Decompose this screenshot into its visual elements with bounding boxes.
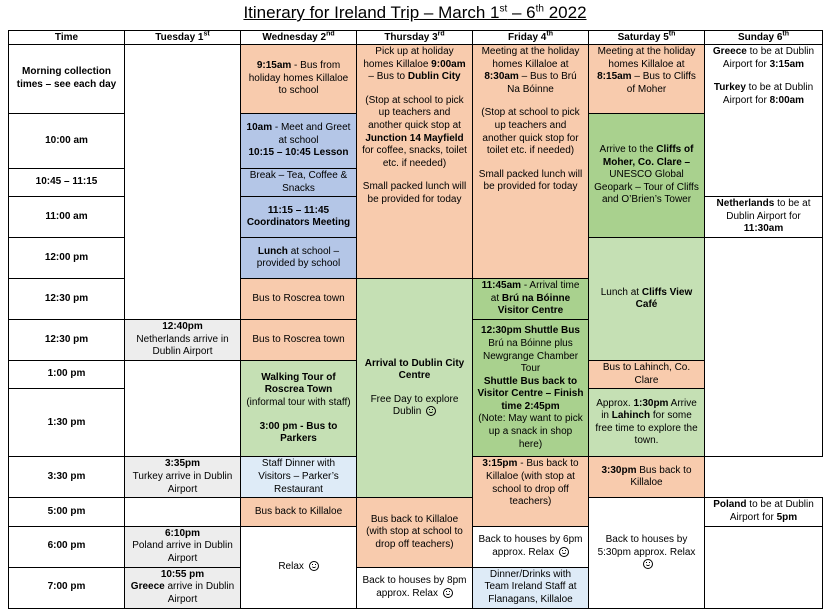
time-1530: 3:30 pm — [9, 457, 125, 498]
smiley-icon — [443, 588, 453, 598]
time-1200: 12:00 pm — [9, 238, 125, 279]
header-sunday: Sunday 6th — [705, 31, 823, 45]
tue-netherlands-arrival: 12:40pm Netherlands arrive in Dublin Airport — [125, 320, 241, 361]
thu-dublin-city-centre: Arrival to Dublin City Centre Free Day to explore Dublin — [357, 279, 473, 498]
page-title: Itinerary for Ireland Trip – March 1st – 6th 2022 — [243, 3, 587, 22]
header-friday: Friday 4th — [473, 31, 589, 45]
wed-relax: Relax — [241, 526, 357, 608]
time-1045: 10:45 – 11:15 — [9, 169, 125, 197]
time-morning: Morning collection times – see each day — [9, 45, 125, 114]
wed-coordinators-meeting: 11:15 – 11:45 Coordinators Meeting — [241, 197, 357, 238]
sat-bus-lahinch: Bus to Lahinch, Co. Clare — [589, 361, 705, 389]
header-tuesday: Tuesday 1st — [125, 31, 241, 45]
wed-bus-roscrea-town: Bus to Roscrea town — [241, 320, 357, 361]
header-thursday: Thursday 3rd — [357, 31, 473, 45]
fri-dinner-flanagans: Dinner/Drinks with Team Ireland Staff at Flanagans, Killaloe — [473, 567, 589, 608]
tue-poland-arrival: 6:10pm Poland arrive in Dublin Airport — [125, 526, 241, 567]
time-1230-b: 12:30 pm — [9, 320, 125, 361]
fri-back-to-houses: Back to houses by 6pm approx. Relax — [473, 526, 589, 567]
time-1330: 1:30 pm — [9, 389, 125, 457]
wed-bus-to-school: 9:15am - Bus from holiday homes Killaloe to school — [241, 45, 357, 114]
fri-bus-back-killaloe: 3:15pm - Bus back to Killaloe (with stop at school to drop off teachers) — [473, 457, 589, 526]
header-saturday: Saturday 5th — [589, 31, 705, 45]
time-1000: 10:00 am — [9, 114, 125, 169]
thu-bus-back-killaloe: Bus back to Killaloe (with stop at school to drop off teachers) — [357, 498, 473, 567]
tuesday-empty-afternoon — [125, 361, 241, 457]
sat-lunch-cliffs-view: Lunch at Cliffs View Café — [589, 238, 705, 361]
fri-meeting-bru-na-boinne: Meeting at the holiday homes Killaloe at 8:30am – Bus to Brú Na Bóinne (Stop at school to pick up teachers and another quick stop for toilet etc. if needed) Small packed lunch will be provided for today — [473, 45, 589, 279]
sat-arrive-lahinch: Approx. 1:30pm Arrive in Lahinch for some free time to explore the town. — [589, 389, 705, 457]
time-1700: 5:00 pm — [9, 498, 125, 526]
wed-bus-roscrea: Bus to Roscrea town — [241, 279, 357, 320]
wed-lunch-school: Lunch at school – provided by school — [241, 238, 357, 279]
tuesday-empty-morning — [125, 45, 241, 320]
header-wednesday: Wednesday 2nd — [241, 31, 357, 45]
sat-bus-back-killaloe: 3:30pm Bus back to Killaloe — [589, 457, 705, 498]
wed-walking-tour: Walking Tour of Roscrea Town (informal tour with staff) 3:00 pm - Bus to Parkers — [241, 361, 357, 457]
sun-poland-departure: Poland to be at Dublin Airport for 5pm — [705, 498, 823, 526]
sat-cliffs-of-moher: Arrive to the Cliffs of Moher, Co. Clare – UNESCO Global Geopark – Tour of Cliffs and O’Brien’s Tower — [589, 114, 705, 238]
time-1230: 12:30 pm — [9, 279, 125, 320]
sat-meeting-cliffs: Meeting at the holiday homes Killaloe at 8:15am – Bus to Cliffs of Moher — [589, 45, 705, 114]
time-1300: 1:00 pm — [9, 361, 125, 389]
sun-empty-midday — [705, 238, 823, 457]
time-1900: 7:00 pm — [9, 567, 125, 608]
wed-meet-greet-lesson: 10am - Meet and Greet at school 10:15 – 10:45 Lesson — [241, 114, 357, 169]
row-1700 — [9, 498, 823, 526]
fri-shuttle-newgrange: 12:30pm Shuttle Bus Brú na Bóinne plus Newgrange Chamber Tour Shuttle Bus back to Visitor Centre – Finish time 2:45pm (Note: May want to pick up a snack in shop here) — [473, 320, 589, 457]
smiley-icon — [309, 561, 319, 571]
sun-empty-evening — [705, 526, 823, 608]
wed-staff-dinner: Staff Dinner with Visitors – Parker’s Restaurant — [241, 457, 357, 498]
smiley-icon — [559, 547, 569, 557]
itinerary-table — [8, 30, 823, 609]
smiley-icon — [426, 406, 436, 416]
time-1100: 11:00 am — [9, 197, 125, 238]
header-time: Time — [9, 31, 125, 45]
header-row — [9, 31, 823, 45]
row-morning — [9, 45, 823, 114]
sun-greece-turkey-departure: Greece to be at Dublin Airport for 3:15am Turkey to be at Dublin Airport for 8:00am — [705, 45, 823, 197]
tue-turkey-arrival: 3:35pm Turkey arrive in Dublin Airport — [125, 457, 241, 498]
wed-break: Break – Tea, Coffee & Snacks — [241, 169, 357, 197]
tue-greece-arrival: 10:55 pm Greece arrive in Dublin Airport — [125, 567, 241, 608]
sat-back-to-houses: Back to houses by 5:30pm approx. Relax — [589, 498, 705, 608]
wed-bus-back-killaloe: Bus back to Killaloe — [241, 498, 357, 526]
fri-arrival-visitor-centre: 11:45am - Arrival time at Brú na Bóinne Visitor Centre — [473, 279, 589, 320]
time-1800: 6:00 pm — [9, 526, 125, 567]
thu-pickup-dublin: Pick up at holiday homes Killaloe 9:00am – Bus to Dublin City (Stop at school to pick up teachers and another quick stop at Junction 14 Mayfield for coffee, snacks, toilet etc. if needed) Small packed lunch will be provided for today — [357, 45, 473, 279]
smiley-icon — [643, 559, 653, 569]
sun-netherlands-departure: Netherlands to be at Dublin Airport for 11:30am — [705, 197, 823, 238]
tuesday-empty-evening — [125, 498, 241, 526]
thu-back-to-houses: Back to houses by 8pm approx. Relax — [357, 567, 473, 608]
